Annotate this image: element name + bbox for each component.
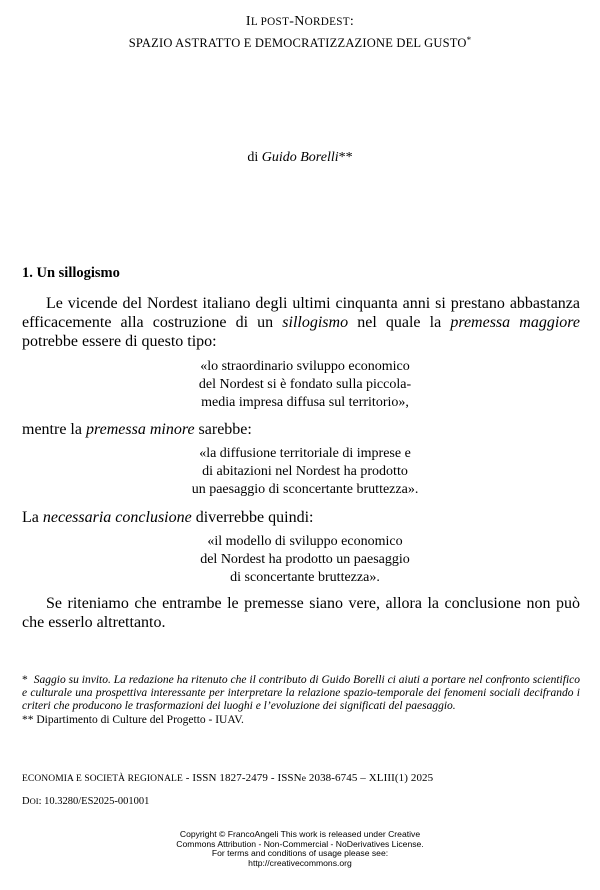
quote-line: di abitazioni nel Nordest ha prodotto	[202, 464, 408, 479]
title-line-2	[0, 32, 600, 52]
p1-text-c: nel quale la	[348, 314, 451, 331]
quote-conclusione	[5, 533, 600, 587]
author-name: Guido Borelli	[261, 150, 339, 165]
quote-line: «il modello di sviluppo economico	[207, 534, 403, 549]
section-heading: 1. Un sillogismo	[22, 265, 120, 281]
footnote-1-mark: *	[22, 674, 28, 686]
p2-italic-premessa-minore: premessa minore	[85, 421, 195, 438]
paragraph-2	[22, 420, 580, 439]
copyright-line: For terms and conditions of usage please see:	[211, 848, 389, 859]
p2-text-c: sarebbe:	[194, 421, 252, 438]
doi-value: : 10.3280/ES2025-001001	[38, 796, 150, 807]
doi-label-cap: D	[22, 796, 30, 807]
p2-text-a: mentre la	[22, 421, 86, 438]
copyright-link[interactable]: http://creativecommons.org	[248, 857, 352, 868]
quote-line: del Nordest si è fondato sulla piccola-	[198, 377, 412, 392]
copyright-line: Copyright © FrancoAngeli This work is released under Creative	[179, 829, 421, 839]
title-cap-1: I	[245, 14, 251, 29]
title-cap-2: N	[294, 14, 305, 29]
title-footnote-mark: *	[466, 35, 472, 45]
quote-line: del Nordest ha prodotto un paesaggio	[200, 552, 410, 567]
p1-italic-premessa-maggiore: premessa maggiore	[450, 314, 581, 331]
p3-text-c: diverrebbe quindi:	[191, 509, 314, 526]
author-prefix: di	[247, 150, 259, 165]
journal-issn: - ISSN 1827-2479 - ISSN	[182, 772, 302, 784]
quote-line: media impresa diffusa sul territorio»,	[201, 395, 409, 410]
footnote-1	[22, 674, 580, 714]
quote-line: «lo straordinario sviluppo economico	[200, 359, 410, 374]
p3-italic-conclusione: necessaria conclusione	[42, 509, 192, 526]
copyright-line: Commons Attribution - Non-Commercial - NoDerivatives License.	[176, 838, 424, 849]
quote-line: un paesaggio di sconcertante bruttezza».	[191, 482, 419, 497]
p1-text-e: potrebbe essere di questo tipo:	[22, 333, 217, 350]
title-colon: :	[349, 14, 355, 29]
p1-italic-sillogismo: sillogismo	[282, 314, 349, 331]
footnote-1-text: Saggio su invito. La redazione ha ritenuto che il contributo di Guido Borelli ci aiuti a portare nel confronto scientifico e culturale una prospettiva interessante per interpretare la relazione spazio-temporale dei fenomeni sociali decifrando i criteri che producono le trasformazioni dei luoghi e l’evoluzione dei significati del paesaggio.	[22, 674, 580, 713]
title-dash: -	[289, 14, 295, 29]
author-footnote-mark: **	[338, 150, 353, 165]
title-line-1	[0, 12, 600, 32]
paragraph-3	[22, 508, 580, 527]
footnote-2-text: Dipartimento di Culture del Progetto - IUAV.	[36, 713, 244, 726]
journal-info	[22, 772, 433, 784]
journal-issue: 2038-6745 – XLIII(1) 2025	[306, 772, 434, 784]
paragraph-1	[22, 294, 580, 351]
doi-label-small: OI	[29, 796, 39, 806]
journal-issn-e: e	[301, 774, 307, 784]
doi-line	[22, 796, 149, 807]
paragraph-4: Se riteniamo che entrambe le premesse siano vere, allora la conclusione non può che esserlo altrettanto.	[22, 595, 580, 631]
author-line	[0, 150, 600, 166]
article-title	[0, 12, 600, 52]
quote-line: «la diffusione territoriale di imprese e	[199, 446, 411, 461]
p3-text-a: La	[22, 509, 43, 526]
journal-name: ECONOMIA E SOCIETÀ REGIONALE	[22, 774, 183, 784]
footnote-2-mark: **	[22, 713, 34, 726]
p1-text-a: Le vicende del Nordest italiano degli ultimi cinquanta anni si prestano abbastanza efficacemente alla costruzione di un	[22, 295, 580, 331]
title-subtitle: SPAZIO ASTRATTO E DEMOCRATIZZAZIONE DEL GUSTO	[128, 36, 467, 50]
title-small-1: L POST	[250, 16, 290, 28]
footnote-2	[22, 714, 580, 727]
quote-line: di sconcertante bruttezza».	[230, 570, 380, 585]
copyright-notice	[0, 830, 600, 868]
title-small-2: ORDEST	[304, 16, 350, 28]
footnotes	[22, 674, 580, 727]
quote-premessa-maggiore	[5, 358, 600, 412]
quote-premessa-minore	[5, 445, 600, 499]
